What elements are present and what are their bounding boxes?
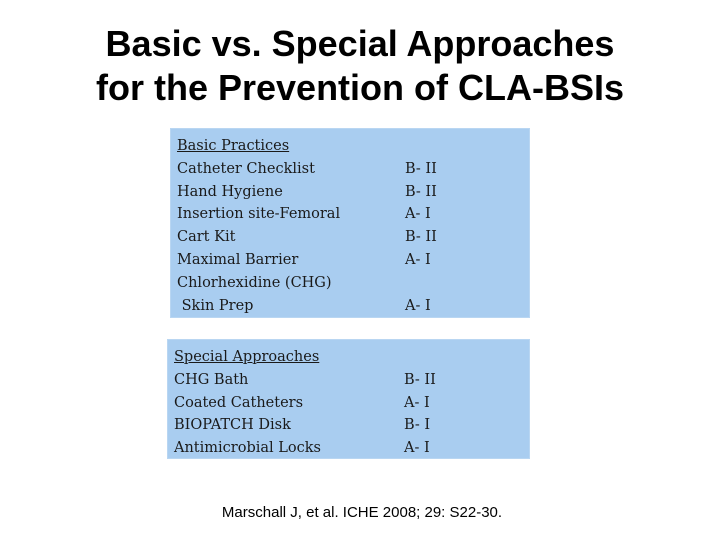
evidence-grade: A- I — [405, 206, 431, 223]
basic-row — [177, 295, 529, 318]
approach-label: Coated Catheters — [174, 394, 304, 411]
evidence-grade: A- I — [405, 251, 431, 268]
evidence-grade: B- II — [405, 160, 437, 177]
practice-label: Maximal Barrier — [177, 251, 299, 268]
evidence-grade: B- II — [405, 229, 437, 246]
special-row — [174, 437, 529, 460]
basic-practices-box — [170, 128, 530, 318]
special-row — [174, 414, 529, 437]
approach-label: Antimicrobial Locks — [174, 440, 321, 457]
practice-label: Hand Hygiene — [177, 183, 283, 200]
evidence-grade: A- I — [405, 297, 431, 314]
practice-label: Catheter Checklist — [177, 160, 315, 177]
basic-row — [177, 158, 529, 181]
practice-label: Cart Kit — [177, 229, 236, 246]
basic-row — [177, 226, 529, 249]
evidence-grade: A- I — [404, 394, 430, 411]
special-approaches-heading: Special Approaches — [174, 349, 320, 365]
evidence-grade: B- I — [404, 417, 431, 434]
special-row — [174, 392, 529, 415]
slide-title — [0, 22, 720, 110]
basic-practices-heading: Basic Practices — [177, 138, 290, 154]
special-row — [174, 369, 529, 392]
approach-label: CHG Bath — [174, 371, 249, 388]
slide-title-line-1: Basic vs. Special Approaches — [105, 23, 615, 64]
practice-label: Insertion site-Femoral — [177, 206, 341, 223]
practice-label: Chlorhexidine (CHG) — [177, 274, 332, 291]
basic-row — [177, 181, 529, 204]
basic-row — [177, 249, 529, 272]
practice-label: Skin Prep — [177, 297, 254, 314]
basic-row — [177, 203, 529, 226]
approach-label: BIOPATCH Disk — [174, 417, 291, 434]
evidence-grade: B- II — [404, 371, 436, 388]
basic-row — [177, 272, 529, 295]
slide-title-line-2: for the Prevention of CLA-BSIs — [95, 67, 625, 108]
citation — [0, 504, 720, 521]
evidence-grade: A- I — [404, 440, 430, 457]
special-approaches-box — [167, 339, 530, 459]
citation-text: Marschall J, et al. ICHE 2008; 29: S22-30. — [221, 504, 503, 521]
evidence-grade: B- II — [405, 183, 437, 200]
